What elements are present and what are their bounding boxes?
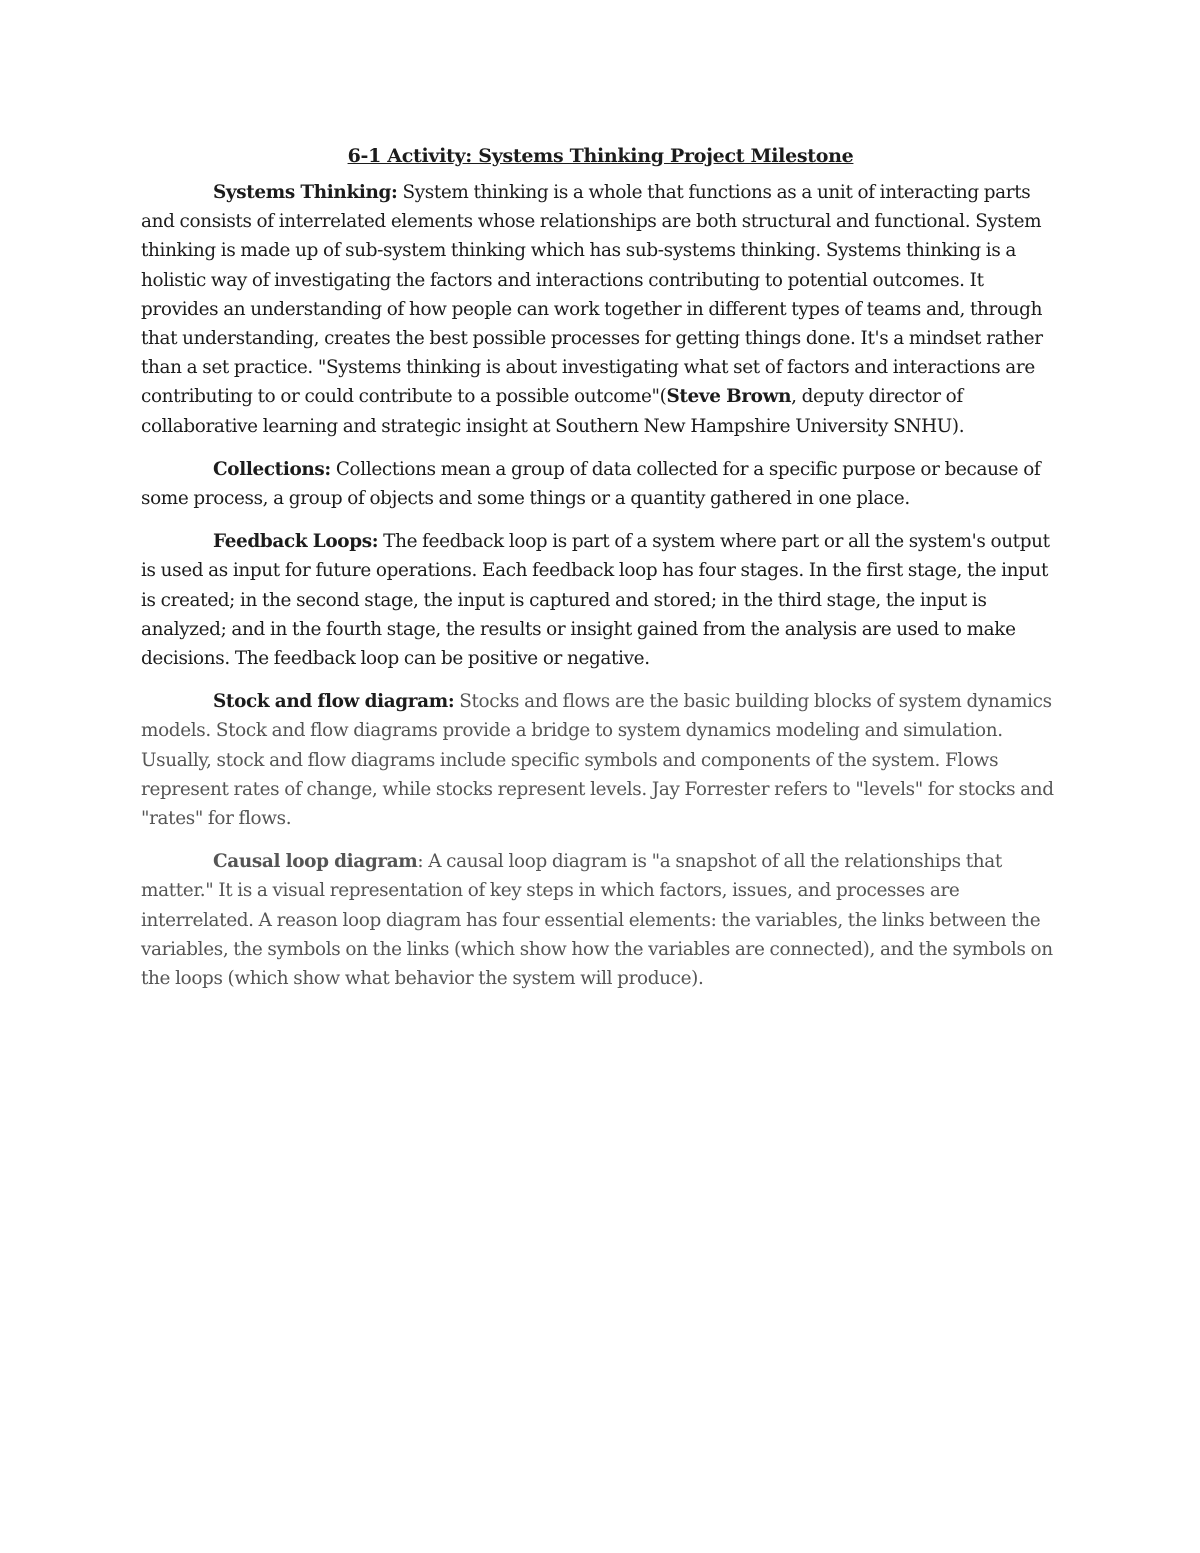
document-title: 6-1 Activity: Systems Thinking Project Milestone [347, 145, 854, 167]
systems-thinking-text-1: System thinking is a whole that functions as a unit of interacting parts and consists of interrelated elements whose relationships are both structural and functional. System thinking is made up of sub-system thinking which has sub-systems thinking. Systems thinking is a holistic way of investigating the factors and interactions contributing to potential outcomes. It provides an understanding of how people can work together in different types of teams and, through that understanding, creates the best possible processes for getting things done. It's a mindset rather than a set practice. "Systems thinking is about investigating what set of factors and interactions are contributing to or could contribute to a possible outcome"( [141, 182, 1043, 408]
term-feedback-loops: Feedback Loops: [213, 531, 379, 553]
term-collections: Collections: [213, 458, 331, 480]
paragraph-systems-thinking [141, 178, 1060, 441]
paragraph-feedback-loops [141, 527, 1060, 673]
paragraph-collections [141, 455, 1060, 513]
author-name: Steve Brown [666, 386, 792, 408]
collections-text: Collections mean a group of data collected for a specific purpose or because of some process, a group of objects and some things or a quantity gathered in one place. [141, 458, 1041, 510]
paragraph-stock-flow [141, 687, 1060, 833]
paragraph-causal-loop [141, 847, 1060, 993]
term-stock-flow: Stock and flow diagram: [213, 691, 455, 713]
feedback-loops-text: The feedback loop is part of a system where part or all the system's output is used as input for future operations. Each feedback loop has four stages. In the first stage, the input is created; in the second stage, the input is captured and stored; in the third stage, the input is analyzed; and in the fourth stage, the results or insight gained from the analysis are used to make decisions. The feedback loop can be positive or negative. [141, 531, 1050, 670]
term-systems-thinking: Systems Thinking: [213, 182, 398, 203]
systems-thinking-text-2: , deputy director of collaborative learning and strategic insight at Southern New Hampshire University SNHU). [141, 386, 965, 437]
term-causal-loop: Causal loop diagram [213, 851, 418, 873]
causal-loop-text: : A causal loop diagram is "a snapshot of all the relationships that matter." It is a visual representation of key steps in which factors, issues, and processes are interrelated. A reason loop diagram has four essential elements: the variables, the links between the variables, the symbols on the links (which show how the variables are connected), and the symbols on the loops (which show what behavior the system will produce). [141, 851, 1053, 990]
stock-flow-text: Stocks and flows are the basic building blocks of system dynamics models. Stock and flow diagrams provide a bridge to system dynamics modeling and simulation. Usually, stock and flow diagrams include specific symbols and components of the system. Flows represent rates of change, while stocks represent levels. Jay Forrester refers to "levels" for stocks and "rates" for flows. [141, 691, 1054, 830]
